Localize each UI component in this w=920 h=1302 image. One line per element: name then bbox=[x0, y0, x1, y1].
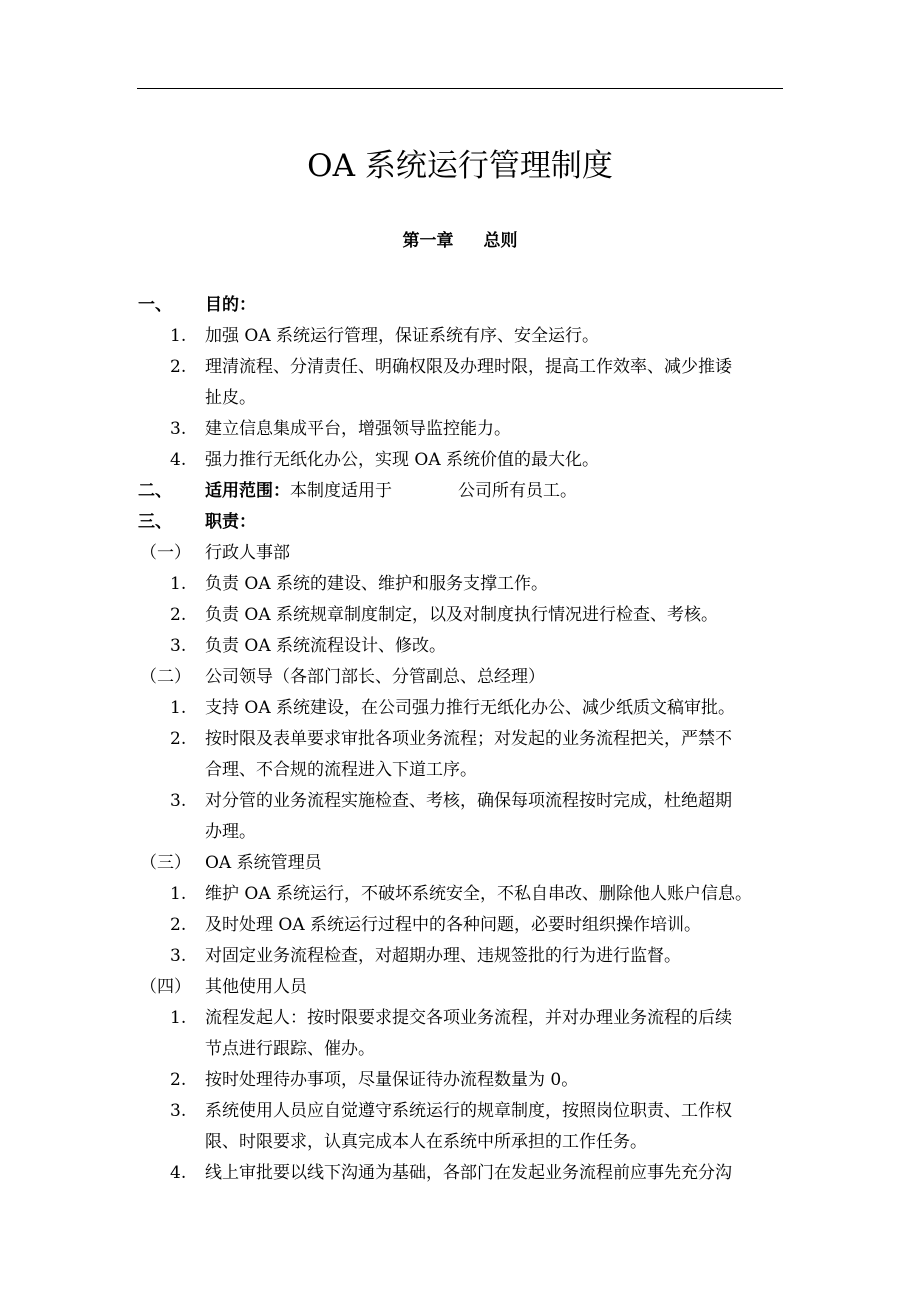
chapter-label: 第一章 bbox=[402, 231, 454, 251]
item-text: 支持 OA 系统建设，在公司强力推行无纸化办公、减少纸质文稿审批。 bbox=[205, 698, 736, 718]
item-text: 理清流程、分清责任、明确权限及办理时限，提高工作效率、减少推诿 bbox=[205, 357, 732, 377]
item-text: 加强 OA 系统运行管理，保证系统有序、安全运行。 bbox=[205, 326, 600, 346]
item-text: 建立信息集成平台，增强领导监控能力。 bbox=[205, 419, 511, 439]
item-number: 3. bbox=[170, 419, 187, 439]
item-number: 2. bbox=[170, 605, 187, 625]
section-title: 目的： bbox=[205, 295, 256, 315]
item-text: 办理。 bbox=[205, 822, 256, 842]
item-number: 1. bbox=[170, 574, 187, 594]
item-number: 1. bbox=[170, 698, 187, 718]
item-number: 1. bbox=[170, 884, 187, 904]
item-number: 4. bbox=[170, 1163, 187, 1183]
header-rule bbox=[137, 88, 783, 89]
item-number: 2. bbox=[170, 915, 187, 935]
item-text: 合理、不合规的流程进入下道工序。 bbox=[205, 760, 477, 780]
item-number: 2. bbox=[170, 1070, 187, 1090]
item-number: 1. bbox=[170, 326, 187, 346]
item-text: 负责 OA 系统规章制度制定，以及对制度执行情况进行检查、考核。 bbox=[205, 605, 719, 625]
item-text: 节点进行跟踪、催办。 bbox=[205, 1039, 375, 1059]
item-text: 流程发起人：按时限要求提交各项业务流程，并对办理业务流程的后续 bbox=[205, 1008, 732, 1028]
item-text: 对固定业务流程检查，对超期办理、违规签批的行为进行监督。 bbox=[205, 946, 681, 966]
chapter-name: 总则 bbox=[483, 231, 518, 251]
section-title: 职责： bbox=[205, 512, 256, 532]
subsection-mark: （三） bbox=[140, 853, 191, 873]
subsection-title: 公司领导（各部门部长、分管副总、总经理） bbox=[205, 667, 545, 687]
subsection-mark: （二） bbox=[140, 667, 191, 687]
subsection-mark: （一） bbox=[140, 543, 191, 563]
item-number: 4. bbox=[170, 450, 187, 470]
item-text: 扯皮。 bbox=[205, 388, 256, 408]
item-text: 对分管的业务流程实施检查、考核，确保每项流程按时完成，杜绝超期 bbox=[205, 791, 732, 811]
section-mark: 二、 bbox=[138, 481, 172, 501]
scope-text-before: 本制度适用于 bbox=[290, 481, 392, 501]
chapter-heading bbox=[0, 228, 920, 254]
item-text: 按时限及表单要求审批各项业务流程；对发起的业务流程把关，严禁不 bbox=[205, 729, 732, 749]
subsection-title: OA 系统管理员 bbox=[205, 853, 322, 873]
section-title: 适用范围： bbox=[205, 481, 290, 501]
item-number: 3. bbox=[170, 636, 187, 656]
item-number: 3. bbox=[170, 791, 187, 811]
item-text: 强力推行无纸化办公，实现 OA 系统价值的最大化。 bbox=[205, 450, 600, 470]
subsection-title: 行政人事部 bbox=[205, 543, 290, 563]
item-number: 2. bbox=[170, 357, 187, 377]
item-number: 3. bbox=[170, 946, 187, 966]
section-mark: 一、 bbox=[138, 295, 172, 315]
section-mark: 三、 bbox=[138, 512, 172, 532]
scope-text-after: 公司所有员工。 bbox=[458, 481, 577, 501]
item-text: 维护 OA 系统运行，不破坏系统安全，不私自串改、删除他人账户信息。 bbox=[205, 884, 753, 904]
item-text: 负责 OA 系统流程设计、修改。 bbox=[205, 636, 447, 656]
subsection-title: 其他使用人员 bbox=[205, 977, 307, 997]
subsection-mark: （四） bbox=[140, 977, 191, 997]
item-number: 2. bbox=[170, 729, 187, 749]
item-number: 3. bbox=[170, 1101, 187, 1121]
item-text: 及时处理 OA 系统运行过程中的各种问题，必要时组织操作培训。 bbox=[205, 915, 702, 935]
item-text: 线上审批要以线下沟通为基础，各部门在发起业务流程前应事先充分沟 bbox=[205, 1163, 732, 1183]
item-text: 系统使用人员应自觉遵守系统运行的规章制度，按照岗位职责、工作权 bbox=[205, 1101, 732, 1121]
item-number: 1. bbox=[170, 1008, 187, 1028]
document-title: OA 系统运行管理制度 bbox=[307, 148, 613, 184]
item-text: 按时处理待办事项，尽量保证待办流程数量为 0。 bbox=[205, 1070, 579, 1090]
item-text: 限、时限要求，认真完成本人在系统中所承担的工作任务。 bbox=[205, 1132, 647, 1152]
item-text: 负责 OA 系统的建设、维护和服务支撑工作。 bbox=[205, 574, 549, 594]
